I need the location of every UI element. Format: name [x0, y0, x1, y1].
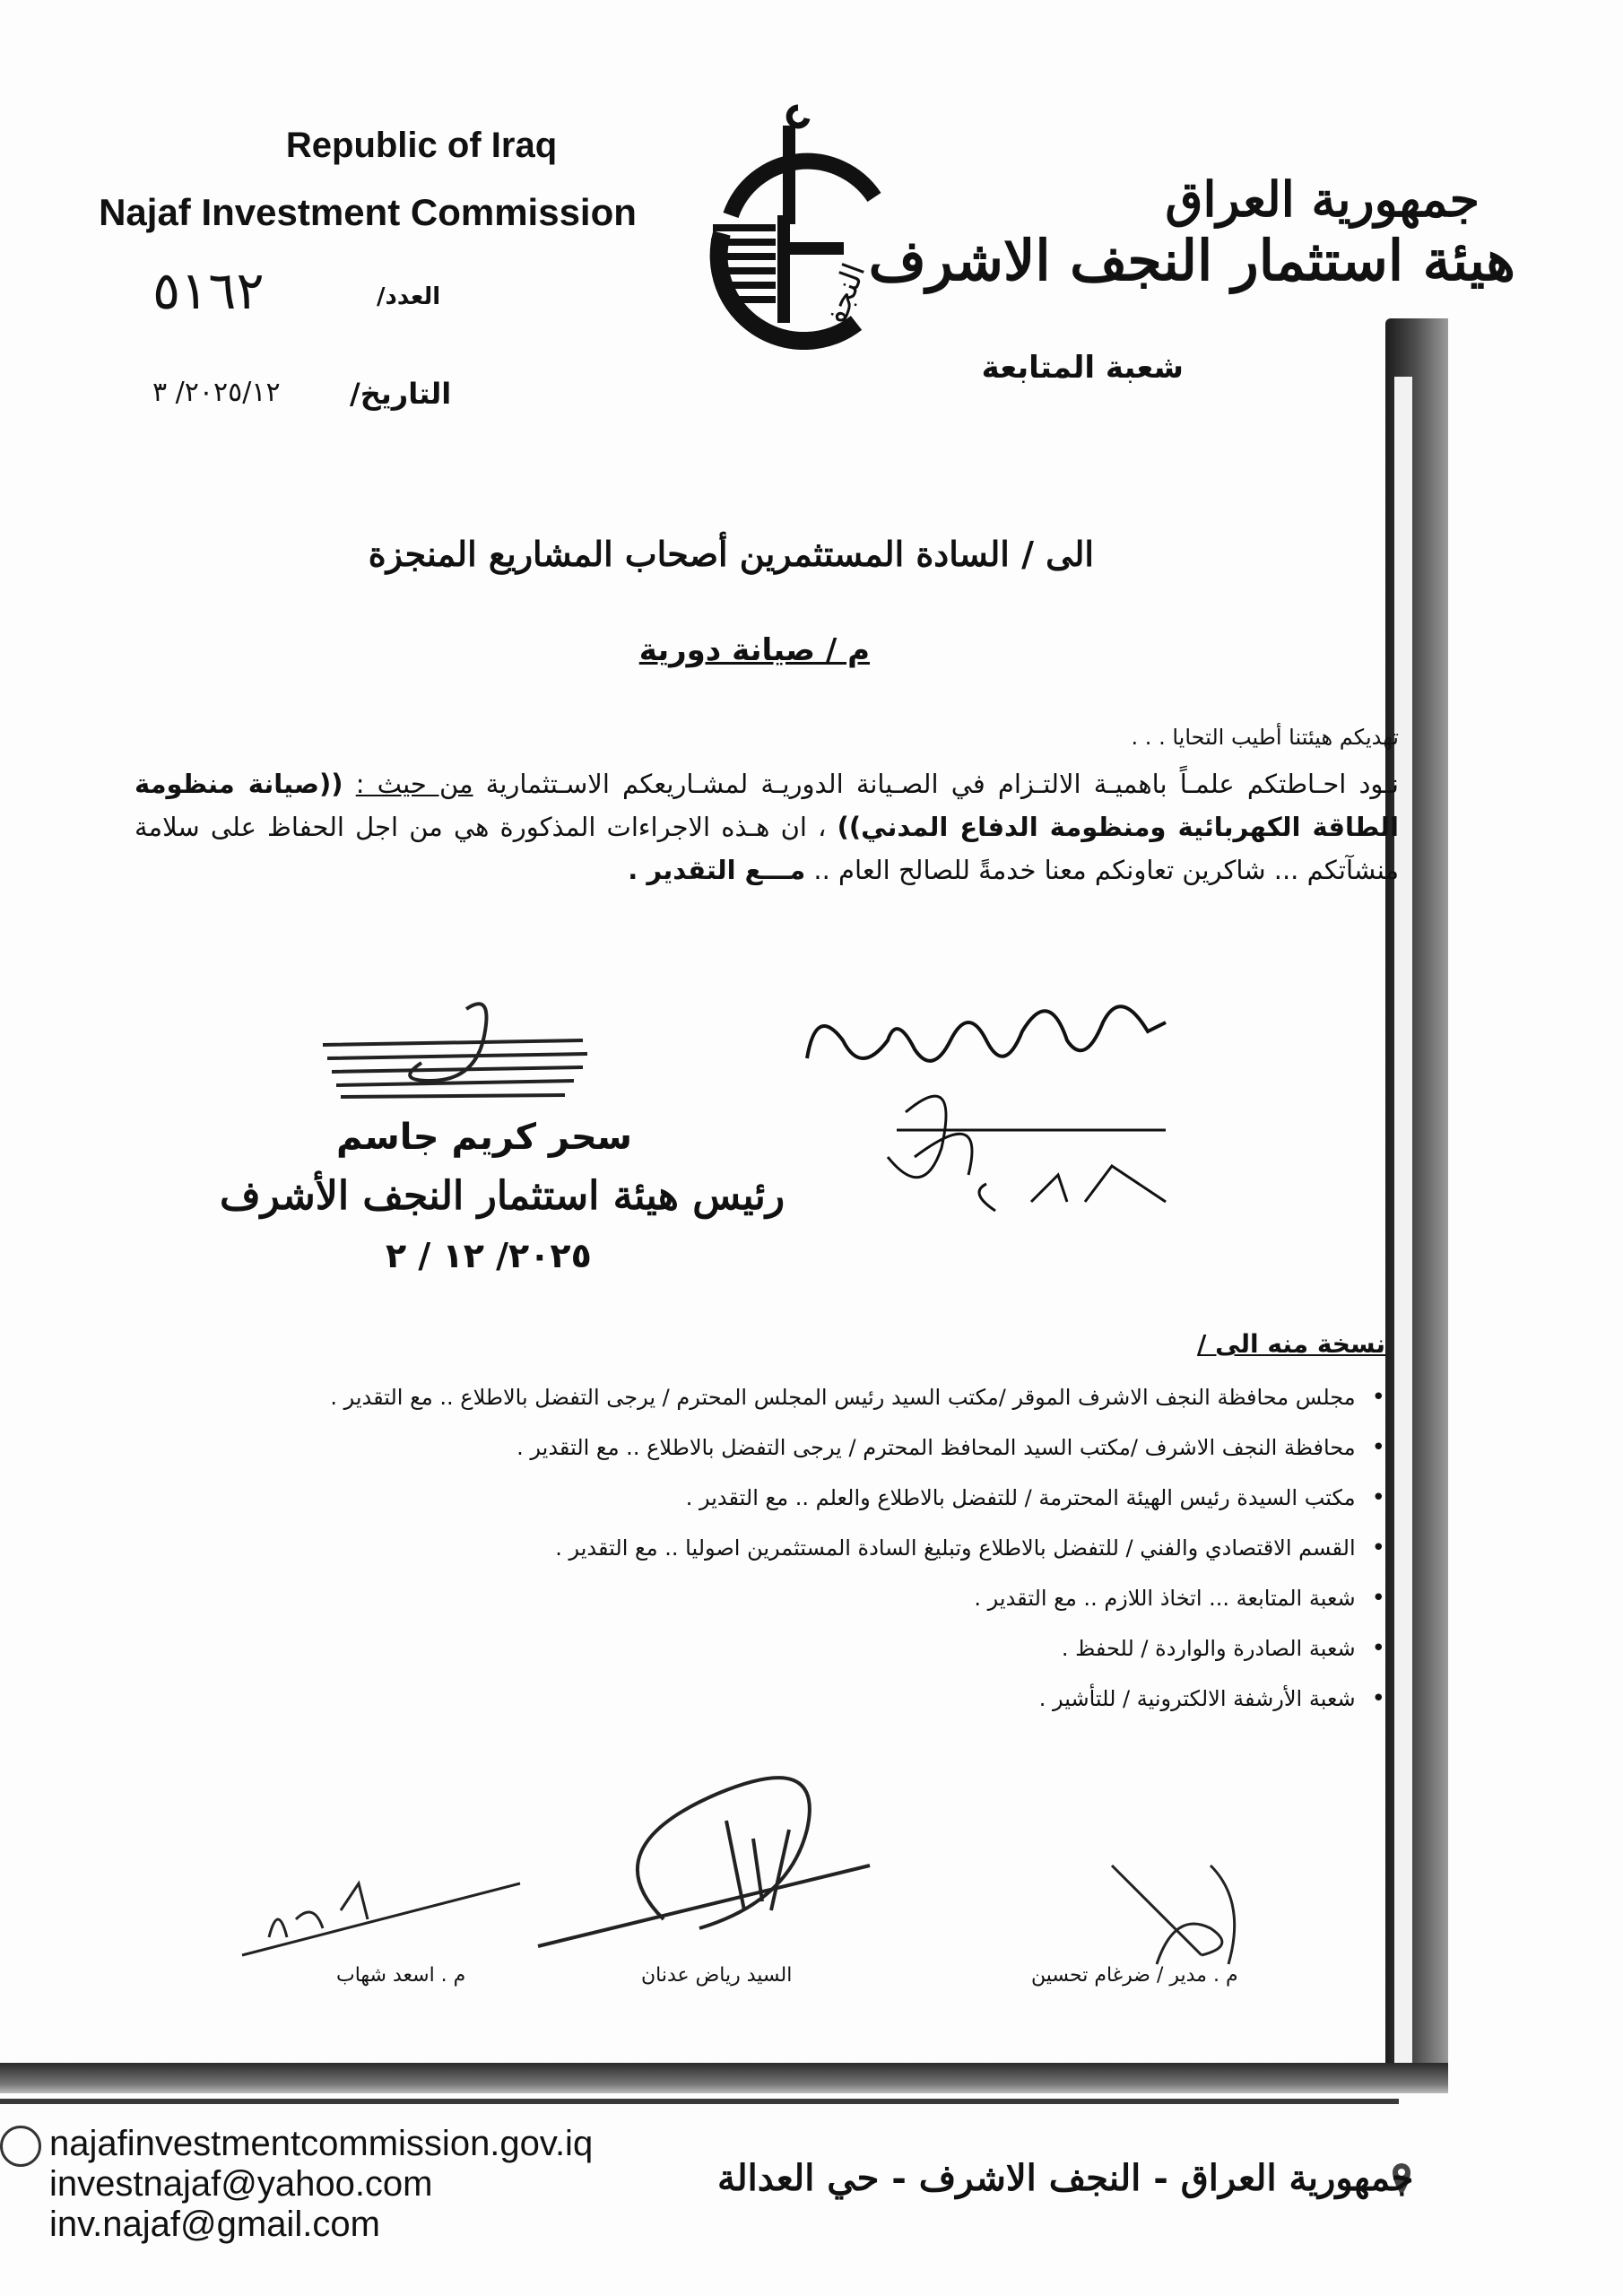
reference-number-value: ٥١٦٢: [152, 260, 265, 321]
footer-contacts: [49, 2124, 593, 2245]
handwritten-annotation-scribble: [789, 987, 1237, 1256]
english-country: Republic of Iraq: [285, 126, 558, 165]
date-value: ٢٠٢٥/١٢/ ٣: [152, 377, 281, 408]
copy-recipient: • شعبة المتابعة ... اتخاذ اللازم .. مع التقدير .: [112, 1573, 1385, 1623]
footer-email-yahoo: investnajaf@yahoo.com: [49, 2164, 433, 2204]
main-signature-scribble: [314, 991, 610, 1117]
footer-website: najafinvestmentcommission.gov.iq: [49, 2124, 594, 2163]
arabic-organization: هيئة استثمار النجف الاشرف: [868, 228, 1515, 293]
letter-body: [135, 716, 1399, 891]
logo-text: النجف: [812, 258, 873, 345]
copy-recipient: • مجلس محافظة النجف الاشرف الموقر /مكتب السيد رئيس المجلس المحترم / يرجى التفضل بالاطلاع .. مع التقدير .: [112, 1372, 1385, 1422]
arabic-country: جمهورية العراق: [1165, 170, 1480, 228]
issuing-branch: شعبة المتابعة: [981, 350, 1184, 386]
initials-middle: السيد رياض عدنان: [641, 1964, 793, 1987]
bottom-rule: [0, 2099, 1399, 2104]
right-frame-inner: [1394, 377, 1412, 2063]
footer-email-gmail: inv.najaf@gmail.com: [49, 2205, 380, 2244]
body-part-1: نـود احـاطتكم علمـاً باهميـة الالتـزام في الصـيانة الدوريـة لمشـاريعكم الاسـتثمارية: [485, 769, 1399, 799]
closing: مـــع التقدير .: [628, 855, 806, 885]
reference-number-label: العدد/: [377, 283, 441, 310]
footer-address: جمهورية العراق - النجف الاشرف - حي العدالة: [717, 2157, 1414, 2199]
date-label: التاريخ/: [350, 377, 452, 411]
greeting: تهديكم هيئتنا أطيب التحايا . . .: [1131, 725, 1399, 750]
copies-heading: نسخة منه الى /: [1197, 1329, 1385, 1359]
initial-scribble-right: [1103, 1857, 1282, 1973]
copy-recipient: • مكتب السيدة رئيس الهيئة المحترمة / للتفضل بالاطلاع والعلم .. مع التقدير .: [112, 1473, 1385, 1523]
copy-recipient: • محافظة النجف الاشرف /مكتب السيد المحافظ المحترم / يرجى التفضل بالاطلاع .. مع التقدير .: [112, 1422, 1385, 1473]
copy-recipient: • القسم الاقتصادي والفني / للتفضل بالاطلاع وتبليغ السادة المستثمرين اصوليا .. مع التقدير .: [112, 1523, 1385, 1573]
signatory-title: رئيس هيئة استثمار النجف الأشرف: [220, 1173, 785, 1219]
arabic-letterhead: [869, 170, 1515, 293]
body-emphasis: ((صيانة منظومة الطاقة الكهربائية ومنظومة الدفاع المدني)): [135, 769, 1399, 842]
copy-recipient: • شعبة الأرشفة الالكترونية / للتأشير .: [112, 1674, 1385, 1724]
english-letterhead: [45, 126, 690, 234]
initials-left: م . اسعد شهاب: [336, 1964, 466, 1987]
copy-recipient: • شعبة الصادرة والواردة / للحفظ .: [112, 1623, 1385, 1674]
signature-date: ٢٠٢٥/ ١٢ / ٢: [386, 1236, 592, 1275]
initials-right: م . مدير / ضرغام تحسين: [1031, 1964, 1238, 1987]
body-from-label: من حيث :: [355, 769, 473, 799]
body-part-2: ، ان هـذه الاجراءات المذكورة هي من اجل الحفاظ على سلامة منشآتكم ... شاكرين تعاونكم معنا خدمةً للصالح العام ..: [135, 812, 1399, 885]
bottom-frame-decoration: [0, 2063, 1448, 2093]
initial-scribble-middle: [529, 1740, 888, 1964]
english-organization: Najaf Investment Commission: [99, 191, 637, 233]
subject-line: م / صيانة دورية: [638, 632, 870, 668]
addressee: الى / السادة المستثمرين أصحاب المشاريع المنجزة: [368, 534, 1094, 574]
copies-list: [112, 1372, 1385, 1724]
signatory-name: سحر كريم جاسم: [336, 1117, 632, 1158]
initial-scribble-left: [233, 1874, 538, 1973]
web-globe-icon: [0, 2126, 41, 2167]
